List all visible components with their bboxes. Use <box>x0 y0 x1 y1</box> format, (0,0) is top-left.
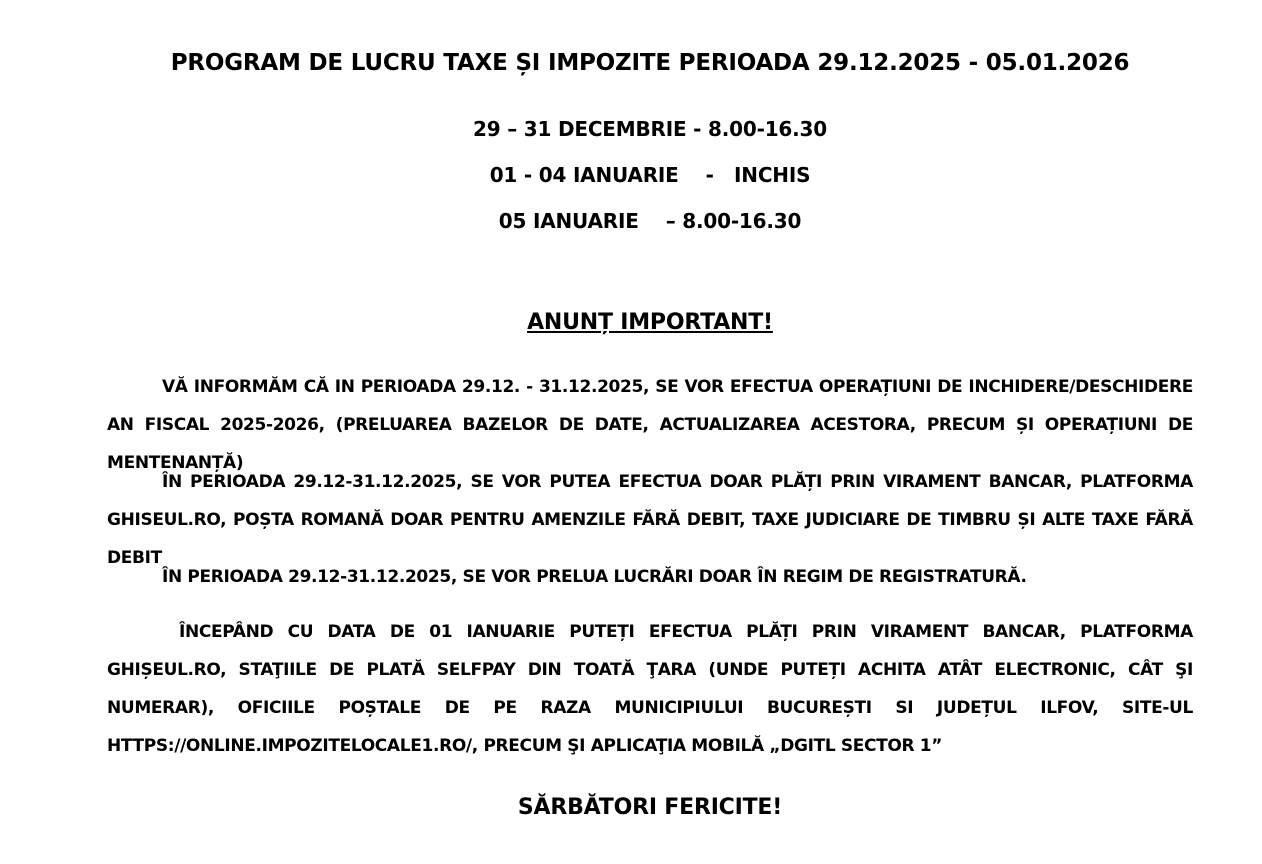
closing-greeting: SĂRBĂTORI FERICITE! <box>517 795 783 820</box>
page-title: PROGRAM DE LUCRU TAXE ȘI IMPOZITE PERIOADA 29.12.2025 - 05.01.2026 <box>170 50 1130 76</box>
paragraph-payment-methods-january: ÎNCEPÂND CU DATA DE 01 IANUARIE PUTEȚI EFECTUA PLĂȚI PRIN VIRAMENT BANCAR, PLATFORMA GHIȘEUL.RO, STAŢIILE DE PLATĂ SELFPAY DIN TOATĂ ŢARA (UNDE PUTEȚI ACHITA ATÂT ELECTRONIC, CÂT ŞI NUMERAR), OFICIILE POȘTALE DE PE RAZA MUNICIPIULUI BUCUREȘTI SI JUDEȚUL ILFOV, SITE-UL HTTPS://ONLINE.IMPOZITELOCALE1.RO/, PRECUM ŞI APLICAŢIA MOBILĂ „DGITL SECTOR 1” <box>107 622 1193 756</box>
announcement-heading: ANUNȚ IMPORTANT! <box>527 310 773 335</box>
paragraph-payment-methods-december: ÎN PERIOADA 29.12-31.12.2025, SE VOR PUTEA EFECTUA DOAR PLĂȚI PRIN VIRAMENT BANCAR, PLATFORMA GHISEUL.RO, POȘTA ROMANĂ DOAR PENTRU AMENZILE FĂRĂ DEBIT, TAXE JUDICIARE DE TIMBRU ȘI ALTE TAXE FĂRĂ DEBIT <box>107 472 1193 568</box>
schedule-line-january-closed: 01 - 04 IANUARIE - INCHIS <box>489 163 811 187</box>
schedule-line-january-open: 05 IANUARIE – 8.00-16.30 <box>498 209 802 233</box>
paragraph-fiscal-year-closing: VĂ INFORMĂM CĂ IN PERIOADA 29.12. - 31.12.2025, SE VOR EFECTUA OPERAȚIUNI DE INCHIDERE/DESCHIDERE AN FISCAL 2025-2026, (PRELUAREA BAZELOR DE DATE, ACTUALIZAREA ACESTORA, PRECUM ȘI OPERAȚIUNI DE MENTENANȚĂ) <box>107 377 1193 473</box>
schedule-line-december: 29 – 31 DECEMBRIE - 8.00-16.30 <box>473 117 827 141</box>
paragraph-registry-only: ÎN PERIOADA 29.12-31.12.2025, SE VOR PRELUA LUCRĂRI DOAR ÎN REGIM DE REGISTRATURĂ. <box>162 567 1027 587</box>
